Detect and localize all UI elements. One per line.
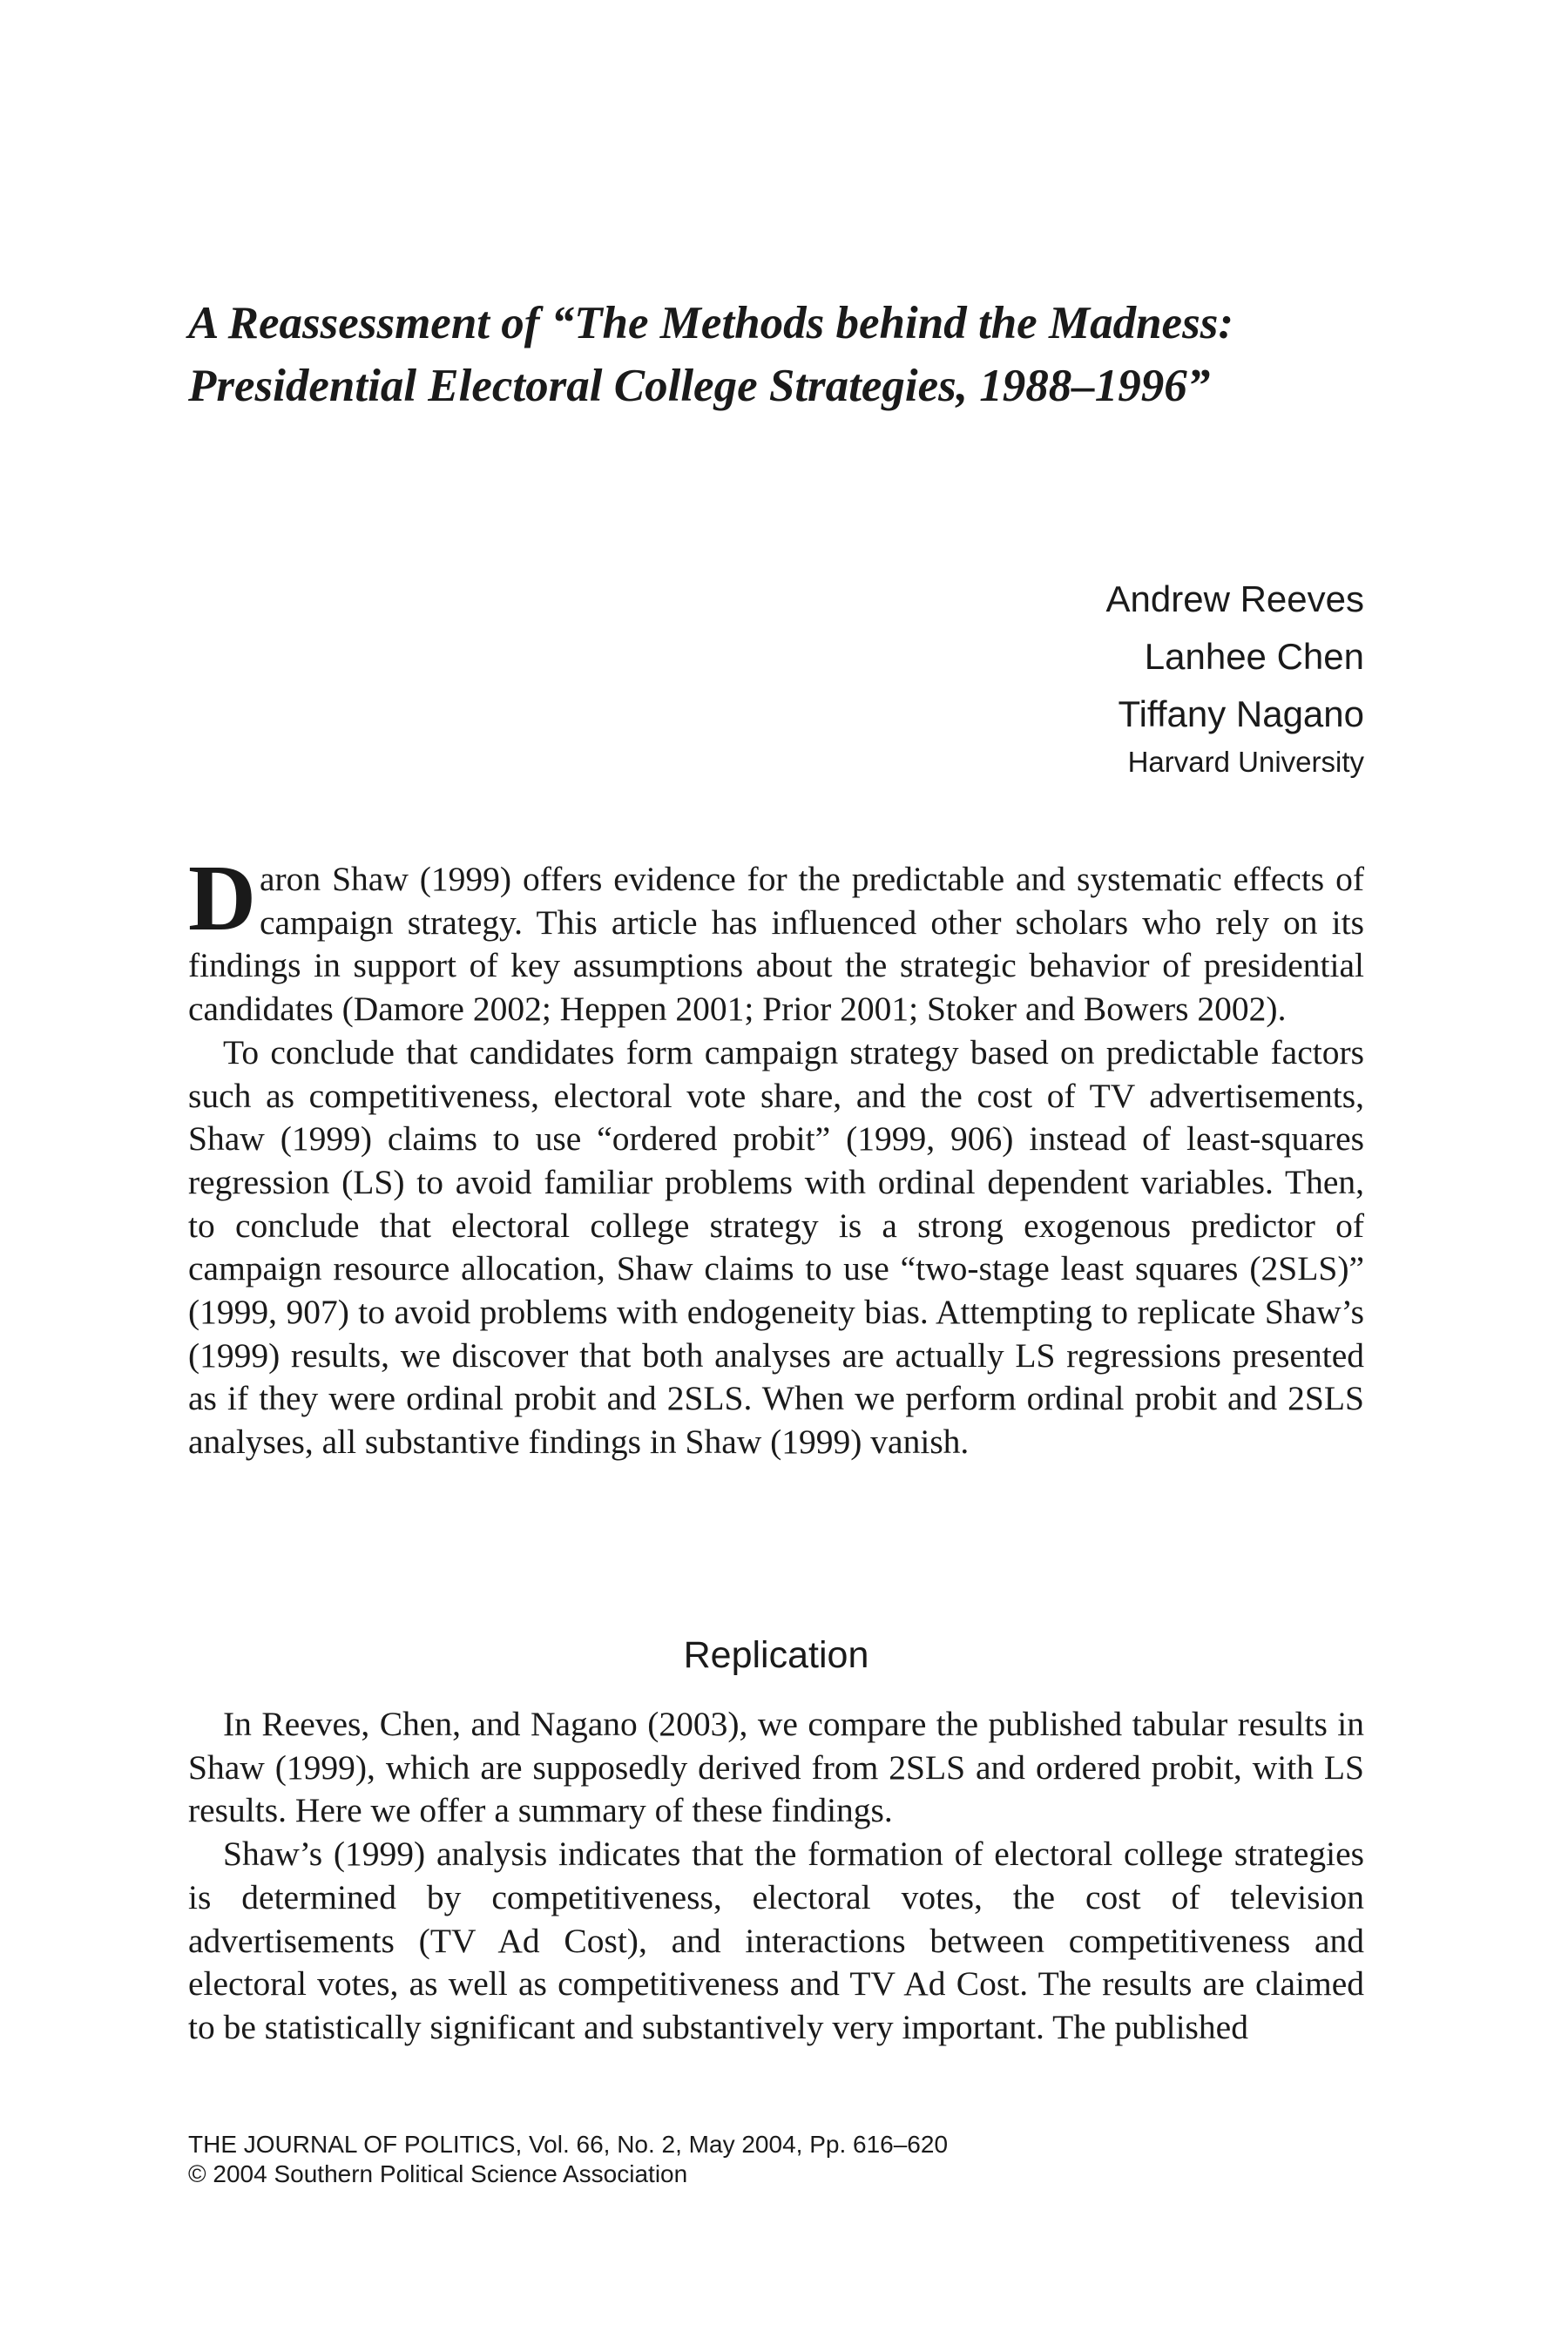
replication-paragraph-1: In Reeves, Chen, and Nagano (2003), we compare the published tabular results in Shaw (1999), which are supposedly derived from 2SLS and ordered probit, with LS results. Here we offer a summary of these findings. bbox=[188, 1705, 1364, 1830]
intro-paragraph-1 bbox=[188, 847, 1364, 1031]
drop-cap: D bbox=[188, 847, 256, 950]
replication-section bbox=[188, 1703, 1364, 2050]
section-heading-replication: Replication bbox=[683, 1634, 869, 1676]
author-block bbox=[1106, 571, 1364, 781]
copyright-notice: © 2004 Southern Political Science Association bbox=[188, 2160, 688, 2187]
intro-paragraph-1-text: aron Shaw (1999) offers evidence for the predictable and systematic effects of campaign strategy. This article has influenced other scholars who rely on its findings in support of key assumptions about the strategic behavior of presidential candidates (Damore 2002; Heppen 2001; Prior 2001; Stoker and Bowers 2002). bbox=[188, 860, 1364, 1029]
journal-footer bbox=[188, 2130, 948, 2189]
author-name: Andrew Reeves bbox=[1105, 578, 1364, 619]
author-name: Tiffany Nagano bbox=[1118, 693, 1364, 734]
article-title-line-2: Presidential Electoral College Strategies, 1988–1996” bbox=[188, 361, 1211, 411]
intro-section bbox=[188, 847, 1364, 1464]
replication-paragraph-2: Shaw’s (1999) analysis indicates that the formation of electoral college strategies is determined by competitiveness, electoral votes, the cost of television advertisements (TV Ad Cost), and interactions between competitiveness and electoral votes, as well as competitiveness and TV Ad Cost. The results are claimed to be statistically significant and substantively very important. The published bbox=[188, 1835, 1364, 2046]
article-title bbox=[188, 292, 1408, 417]
journal-citation: THE JOURNAL OF POLITICS, Vol. 66, No. 2, May 2004, Pp. 616–620 bbox=[188, 2131, 949, 2158]
intro-paragraph-2: To conclude that candidates form campaign strategy based on predictable factors such as competitiveness, electoral vote share, and the cost of TV advertisements, Shaw (1999) claims to use “ordered probit” (1999, 906) instead of least-squares regression (LS) to avoid familiar problems with ordinal dependent variables. Then, to conclude that electoral college strategy is a strong exogenous predictor of campaign resource allocation, Shaw claims to use “two-stage least squares (2SLS)” (1999, 907) to avoid problems with endogeneity bias. Attempting to replicate Shaw’s (1999) results, we discover that both analyses are actually LS regressions presented as if they were ordinal probit and 2SLS. When we perform ordinal probit and 2SLS analyses, all substantive findings in Shaw (1999) vanish. bbox=[188, 1032, 1364, 1462]
author-name: Lanhee Chen bbox=[1144, 636, 1364, 677]
author-affiliation: Harvard University bbox=[1127, 746, 1364, 778]
article-title-line-1: A Reassessment of “The Methods behind the Madness: bbox=[188, 298, 1233, 348]
